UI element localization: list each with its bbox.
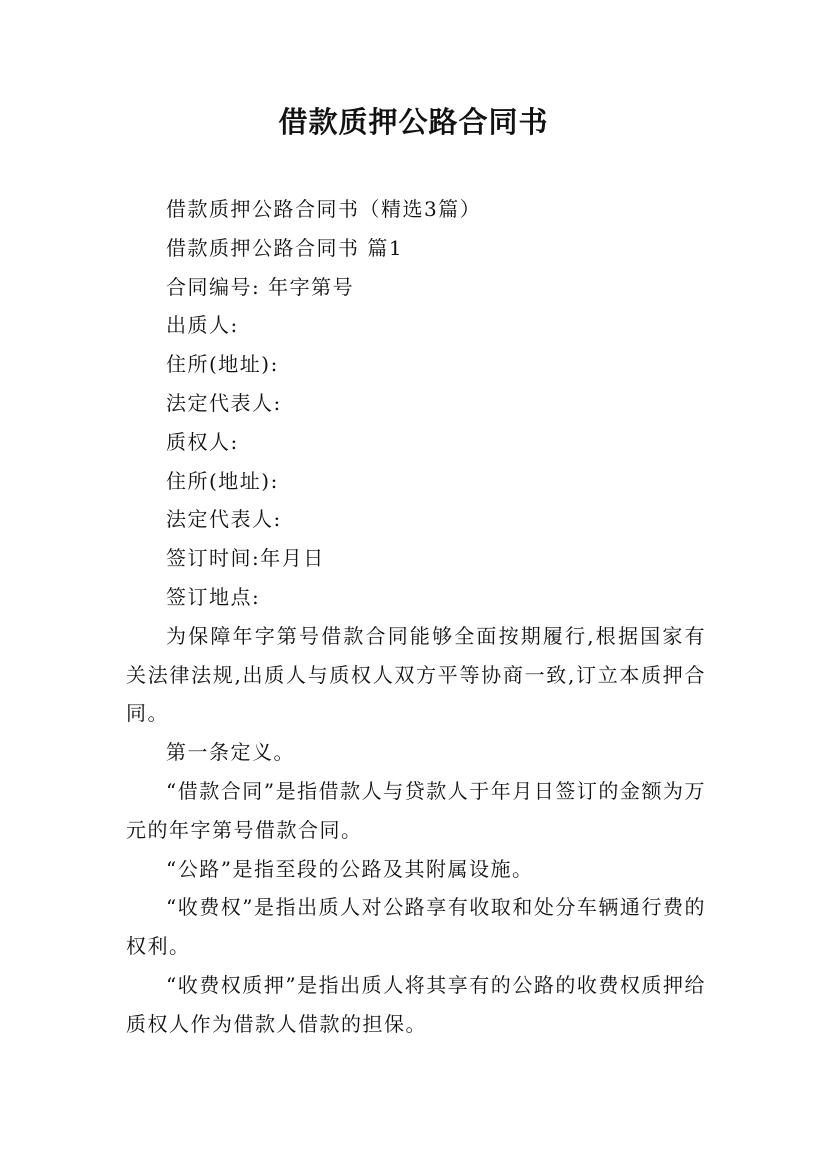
contract-number-line: 合同编号: 年字第号	[166, 274, 355, 299]
definition-toll-right: “收费权”是指出质人对公路享有收取和处分车辆通行费的权利。	[126, 895, 706, 959]
pledgee-address-line: 住所(地址):	[166, 468, 279, 493]
pledgor-representative-line: 法定代表人:	[166, 390, 282, 415]
pledgor-line: 出质人:	[166, 313, 239, 338]
definition-loan-contract: “借款合同”是指借款人与贷款人于年月日签订的金额为万元的年字第号借款合同。	[126, 778, 706, 842]
pledgee-line: 质权人:	[166, 429, 239, 454]
pledgee-representative-line: 法定代表人:	[166, 507, 282, 532]
document-body	[126, 190, 706, 1044]
pledgor-address-line: 住所(地址):	[166, 352, 279, 377]
subtitle-line: 借款质押公路合同书（精选3篇）	[166, 197, 482, 221]
section-heading: 借款质押公路合同书 篇1	[166, 235, 404, 260]
definition-highway: “公路”是指至段的公路及其附属设施。	[166, 856, 534, 881]
signing-place-line: 签订地点:	[166, 584, 261, 609]
article-one-heading: 第一条定义。	[166, 740, 295, 765]
definition-toll-right-pledge: “收费权质押”是指出质人将其享有的公路的收费权质押给质权人作为借款人借款的担保。	[126, 972, 706, 1036]
preamble-paragraph: 为保障年字第号借款合同能够全面按期履行,根据国家有关法律法规,出质人与质权人双方平等协商一致,订立本质押合同。	[126, 623, 706, 726]
signing-date-line: 签订时间:年月日	[166, 546, 325, 571]
document-title: 借款质押公路合同书	[278, 105, 549, 139]
